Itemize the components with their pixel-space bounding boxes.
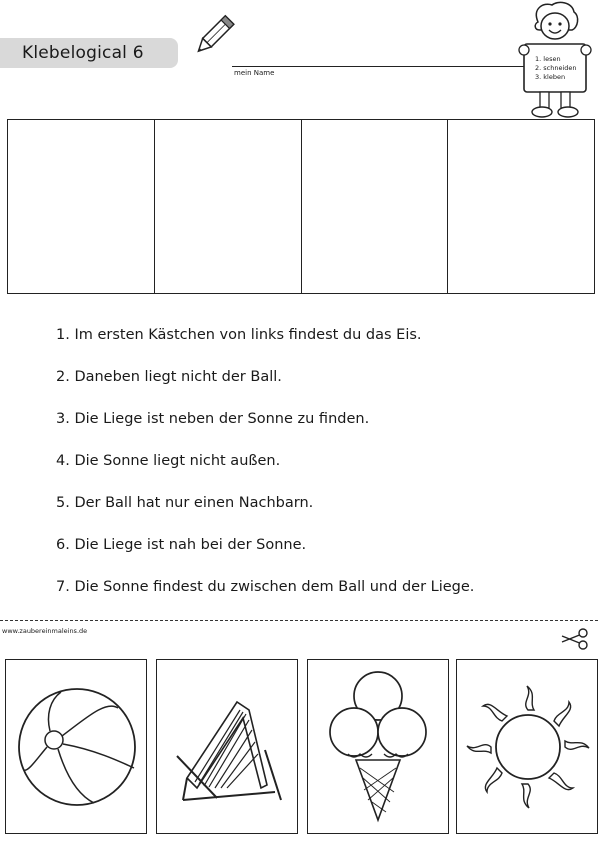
answer-box-2[interactable] [155,120,302,293]
cutout-card-sun[interactable] [456,659,598,834]
answer-box-4[interactable] [448,120,594,293]
deck-chair-icon [157,660,299,835]
answer-grid [7,119,595,294]
clue-list [56,322,474,616]
clue-5: 5. Der Ball hat nur einen Nachbarn. [56,495,314,511]
clue-2: 2. Daneben liegt nicht der Ball. [56,369,282,385]
clue-4: 4. Die Sonne liegt nicht außen. [56,453,281,469]
cutout-card-ball[interactable] [5,659,147,834]
worksheet-title: Klebelogical 6 [22,43,144,63]
cutout-card-deck-chair[interactable] [156,659,298,834]
instructions-sign [535,55,577,82]
name-label: mein Name [234,69,275,77]
clue-1: 1. Im ersten Kästchen von links findest du das Eis. [56,327,422,343]
name-line[interactable] [232,66,530,67]
cutout-card-ice-cream[interactable] [307,659,449,834]
sign-step: 1. lesen [535,55,561,63]
clue-6: 6. Die Liege ist nah bei der Sonne. [56,537,307,553]
clue-3: 3. Die Liege ist neben der Sonne zu finden. [56,411,370,427]
sign-step: 3. kleben [535,73,566,81]
answer-box-3[interactable] [302,120,449,293]
scissors-icon [560,628,590,650]
beach-ball-icon [6,660,148,835]
answer-box-1[interactable] [8,120,155,293]
website-url: www.zaubereinmaleins.de [2,627,88,635]
ice-cream-icon [308,660,450,835]
title-banner [0,38,178,68]
sign-step: 2. schneiden [535,64,577,72]
clue-7: 7. Die Sonne findest du zwischen dem Ball und der Liege. [56,579,475,595]
pencil-icon [192,14,236,60]
sun-icon [457,660,598,835]
cut-line [0,620,598,621]
